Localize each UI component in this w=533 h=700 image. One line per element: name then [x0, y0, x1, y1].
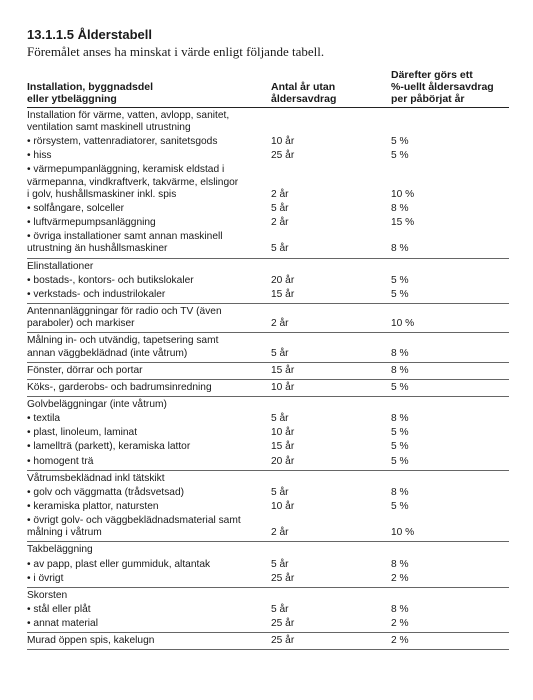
row-years: 15 år: [271, 288, 295, 300]
row-label: Elinstallationer: [27, 260, 94, 272]
row-percent: 5 %: [391, 381, 409, 393]
table-row: [27, 590, 509, 602]
table-group: [27, 471, 509, 543]
table-row: [27, 275, 509, 287]
table-row: [27, 335, 509, 359]
table-row: [27, 618, 509, 630]
row-label: • av papp, plast eller gummiduk, altantak: [27, 558, 211, 570]
row-percent: 5 %: [391, 455, 409, 467]
table-group: [27, 304, 509, 333]
row-label: • luftvärmepumpsanläggning: [27, 217, 156, 229]
row-years: 25 år: [271, 150, 295, 162]
row-percent: 8 %: [391, 347, 409, 359]
row-percent: 8 %: [391, 558, 409, 570]
section-subtitle: Föremålet anses ha minskat i värde enligt följande tabell.: [27, 44, 325, 59]
row-label: Målning in- och utvändig, tapetsering samt annan väggbeklädnad (inte våtrum): [27, 335, 219, 359]
row-label: • bostads-, kontors- och butikslokaler: [27, 274, 194, 286]
table-row: [27, 573, 509, 585]
row-label: • textila: [27, 413, 61, 425]
row-label: • golv och väggmatta (trådsvetsad): [27, 486, 185, 498]
row-percent: 8 %: [391, 486, 409, 498]
table-row: [27, 231, 509, 255]
table-row: [27, 427, 509, 439]
row-years: 25 år: [271, 618, 295, 630]
header-installation: Installation, byggnadsdel eller ytbeläggning: [27, 81, 154, 105]
row-years: 5 år: [271, 558, 289, 570]
row-percent: 8 %: [391, 603, 409, 615]
table-row: [27, 217, 509, 229]
table-row: [27, 441, 509, 453]
row-percent: 5 %: [391, 150, 409, 162]
row-label: Antennanläggningar för radio och TV (även paraboler) och markiser: [27, 305, 222, 330]
table-group: [27, 363, 509, 380]
row-label: • annat material: [27, 618, 98, 630]
table-row: [27, 382, 509, 394]
header-percent: Därefter görs ett %-uellt åldersavdrag per påbörjat år: [391, 69, 494, 105]
row-percent: 5 %: [391, 136, 409, 148]
row-percent: 10 %: [391, 527, 415, 539]
row-label: • homogent trä: [27, 455, 94, 467]
table-row: [27, 559, 509, 571]
row-years: 5 år: [271, 603, 289, 615]
row-years: 5 år: [271, 413, 289, 425]
table-row: [27, 365, 509, 377]
row-percent: 5 %: [391, 427, 409, 439]
row-years: 2 år: [271, 188, 289, 200]
row-years: 15 år: [271, 441, 295, 453]
row-years: 10 år: [271, 381, 295, 393]
table-group: [27, 259, 509, 304]
row-years: 20 år: [271, 274, 295, 286]
table-row: [27, 604, 509, 616]
table-group: [27, 542, 509, 587]
table-row: [27, 110, 509, 134]
table-row: [27, 306, 509, 330]
section-title: 13.1.1.5 Ålderstabell: [27, 27, 153, 42]
row-years: 25 år: [271, 572, 295, 584]
row-years: 10 år: [271, 427, 295, 439]
row-label: Takbeläggning: [27, 544, 93, 556]
table-row: [27, 544, 509, 556]
row-label: • i övrigt: [27, 572, 64, 584]
row-years: 10 år: [271, 136, 295, 148]
table-row: [27, 203, 509, 215]
row-label: • verkstads- och industrilokaler: [27, 288, 166, 300]
row-label: • plast, linoleum, laminat: [27, 427, 138, 439]
row-years: 2 år: [271, 217, 289, 229]
table-group: [27, 588, 509, 633]
table-row: [27, 261, 509, 273]
row-label: Installation för värme, vatten, avlopp, sanitet, ventilation samt maskinell utrustning: [27, 110, 230, 134]
row-label: Golvbeläggningar (inte våtrum): [27, 399, 167, 411]
row-label: • hiss: [27, 150, 52, 162]
row-percent: 15 %: [391, 217, 415, 229]
row-years: 5 år: [271, 486, 289, 498]
table-header: [27, 69, 509, 108]
table-group: [27, 397, 509, 471]
table-body: [27, 108, 509, 650]
header-years: Antal år utan åldersavdrag: [271, 81, 337, 105]
row-label: • solfångare, solceller: [27, 202, 125, 214]
row-percent: 5 %: [391, 441, 409, 453]
row-years: 20 år: [271, 455, 295, 467]
row-label: • rörsystem, vattenradiatorer, sanitetsgods: [27, 136, 218, 148]
table-row: [27, 501, 509, 513]
table-row: [27, 413, 509, 425]
table-row: [27, 635, 509, 647]
row-label: • övrigt golv- och väggbeklädnadsmaterial samt målning i våtrum: [27, 515, 241, 539]
row-years: 5 år: [271, 347, 289, 359]
row-percent: 8 %: [391, 364, 409, 376]
row-years: 5 år: [271, 243, 289, 255]
row-years: 2 år: [271, 318, 289, 330]
row-years: 10 år: [271, 500, 295, 512]
row-label: Fönster, dörrar och portar: [27, 364, 143, 376]
row-percent: 5 %: [391, 288, 409, 300]
table-group: [27, 380, 509, 397]
table-row: [27, 473, 509, 485]
row-label: • stål eller plåt: [27, 603, 91, 615]
row-label: • lamellträ (parkett), keramiska lattor: [27, 441, 191, 453]
table-row: [27, 164, 509, 201]
row-years: 5 år: [271, 202, 289, 214]
row-percent: 5 %: [391, 500, 409, 512]
row-years: 2 år: [271, 527, 289, 539]
table-row: [27, 456, 509, 468]
row-percent: 10 %: [391, 318, 415, 330]
table-row: [27, 150, 509, 162]
table-group: [27, 333, 509, 362]
row-label: Köks-, garderobs- och badrumsinredning: [27, 381, 212, 393]
row-label: • övriga installationer samt annan maskinell utrustning än hushållsmaskiner: [27, 231, 223, 255]
row-percent: 2 %: [391, 572, 409, 584]
row-years: 15 år: [271, 364, 295, 376]
row-percent: 8 %: [391, 243, 409, 255]
table-group: [27, 108, 509, 259]
row-label: • värmepumpanläggning, keramisk eldstad i värmepanna, vindkraftverk, takvärme, elslingor i golv, hushållsmaskiner inkl. spis: [27, 164, 239, 200]
row-percent: 5 %: [391, 274, 409, 286]
table-row: [27, 136, 509, 148]
row-percent: 8 %: [391, 413, 409, 425]
row-percent: 8 %: [391, 202, 409, 214]
row-percent: 2 %: [391, 635, 409, 647]
row-label: • keramiska plattor, natursten: [27, 500, 159, 512]
row-label: Murad öppen spis, kakelugn: [27, 635, 155, 647]
row-percent: 10 %: [391, 188, 415, 200]
table-row: [27, 289, 509, 301]
table-row: [27, 399, 509, 411]
row-label: Våtrumsbeklädnad inkl tätskikt: [27, 472, 165, 484]
row-percent: 2 %: [391, 618, 409, 630]
row-years: 25 år: [271, 635, 295, 647]
table-row: [27, 487, 509, 499]
table-row: [27, 515, 509, 539]
row-label: Skorsten: [27, 589, 68, 601]
table-group: [27, 633, 509, 650]
